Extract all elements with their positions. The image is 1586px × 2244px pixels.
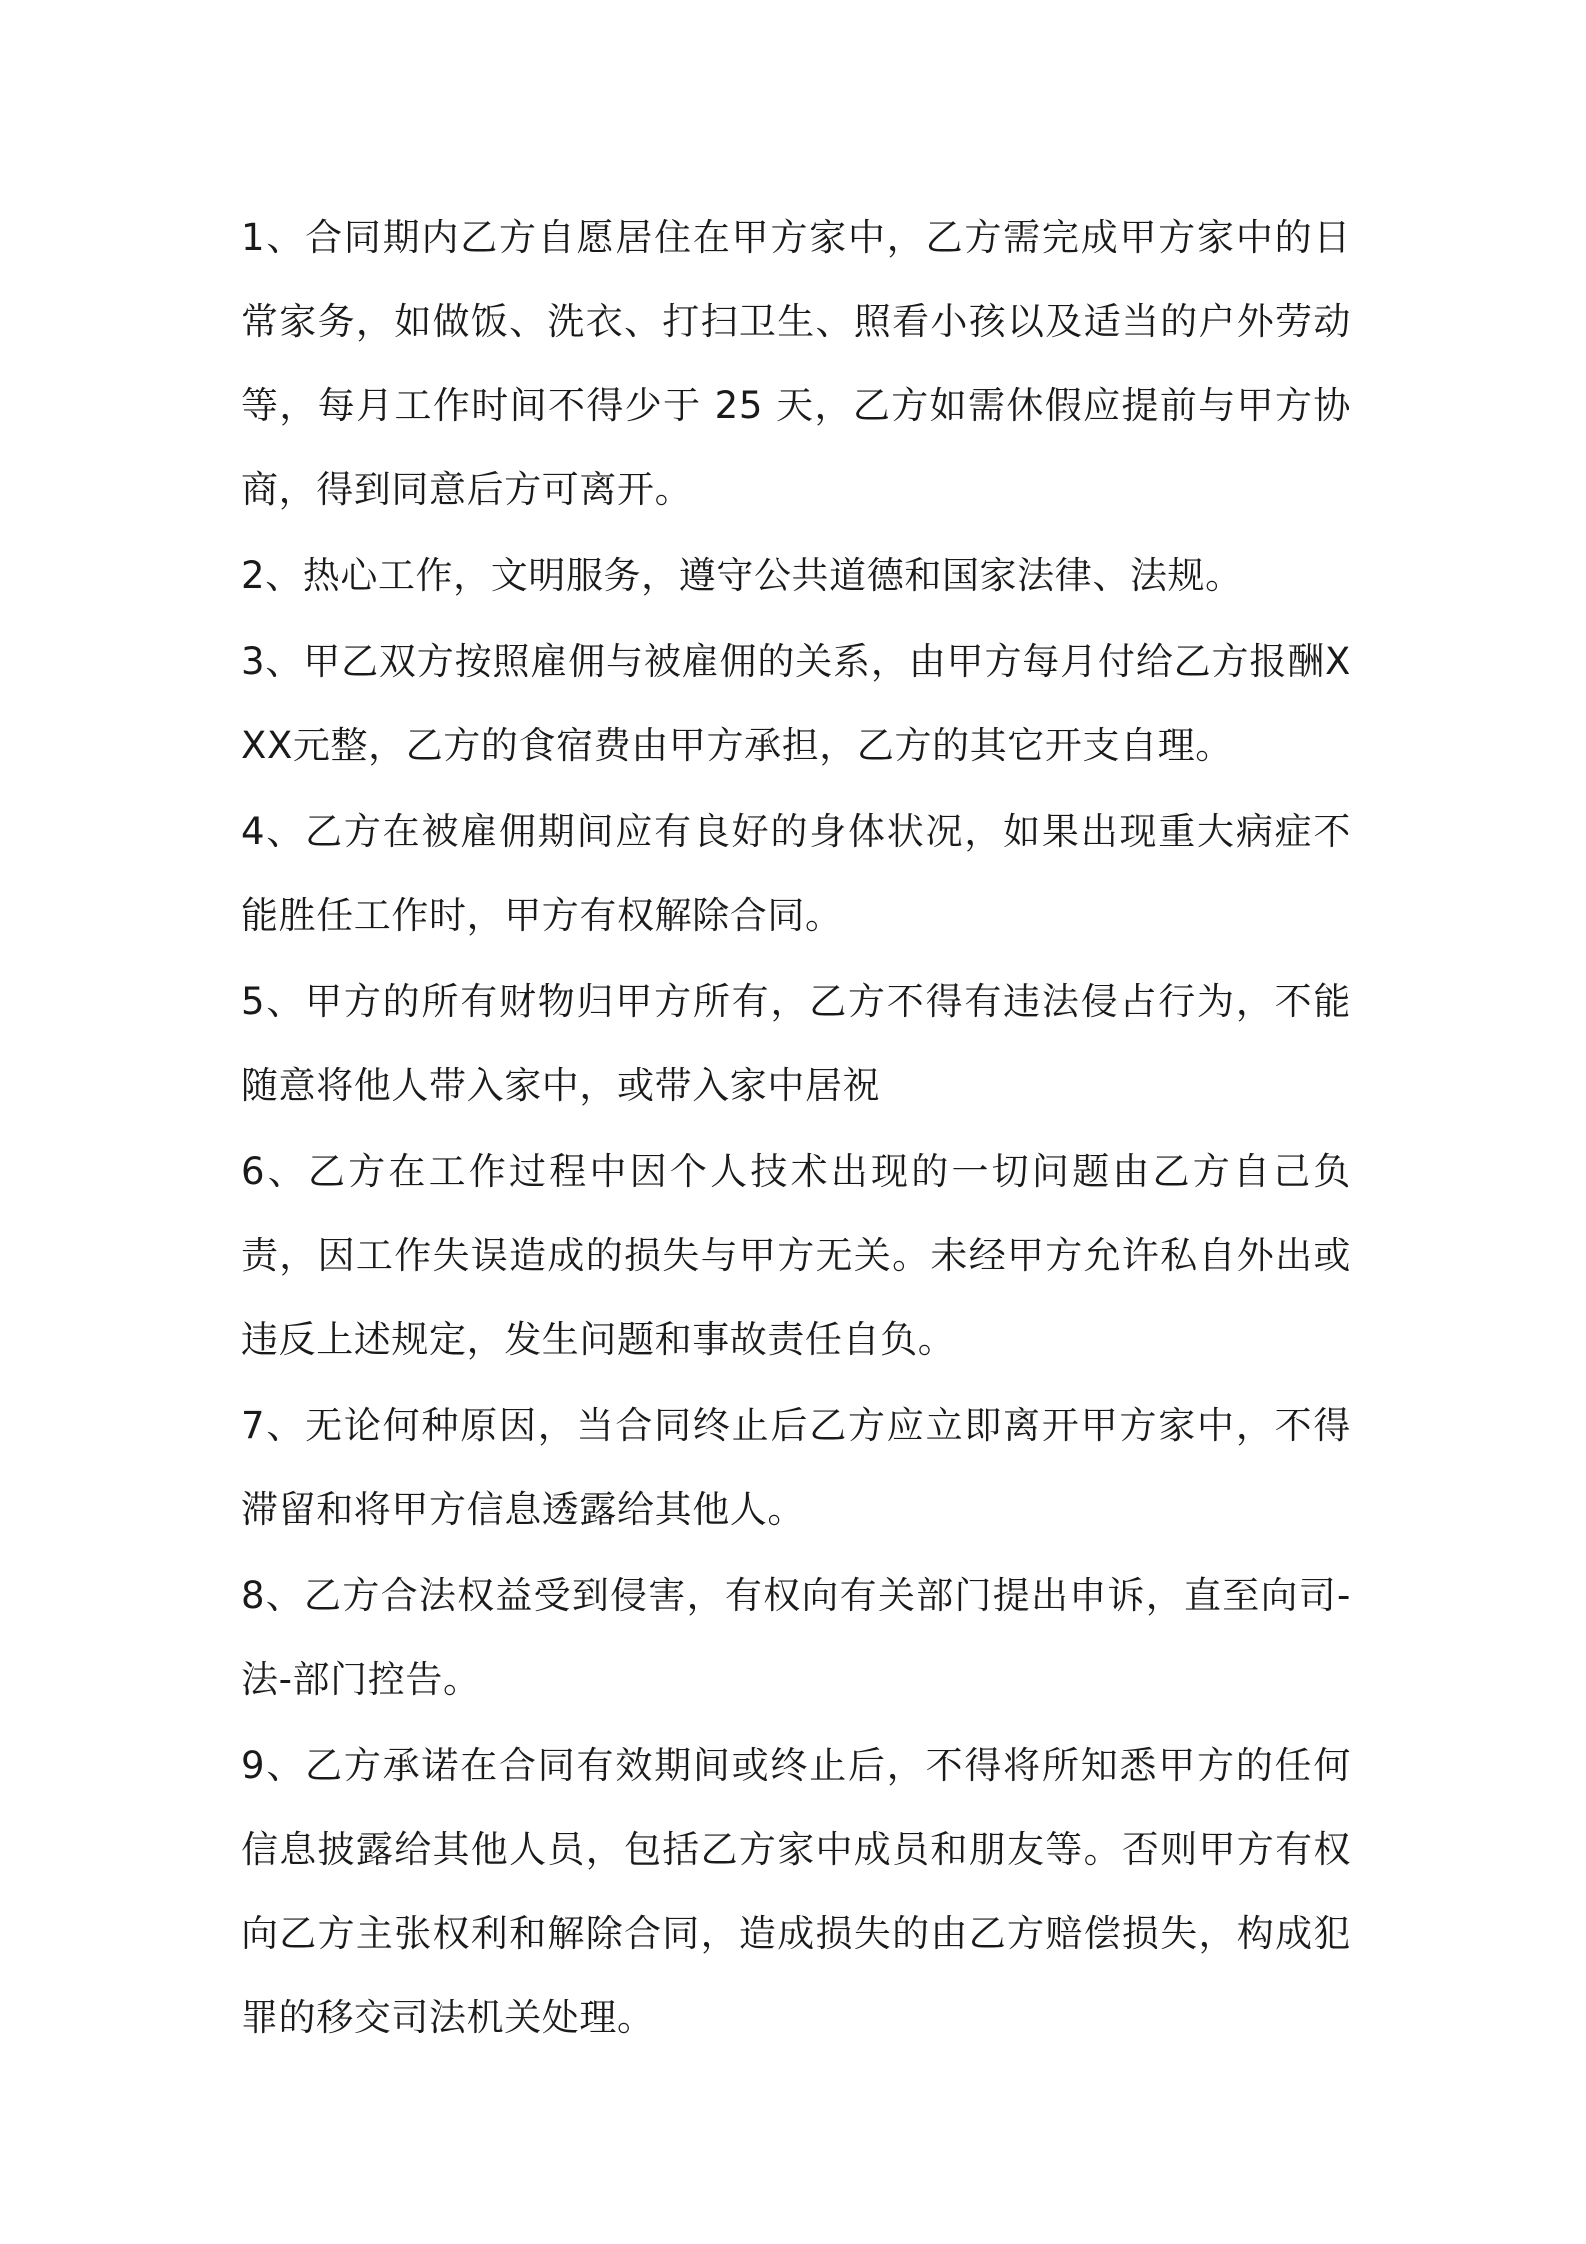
clause-1: 1、合同期内乙方自愿居住在甲方家中，乙方需完成甲方家中的日常家务，如做饭、洗衣、打扫卫生、照看小孩以及适当的户外劳动等，每月工作时间不得少于 25 天，乙方如需休假应提前与甲方协商，得到同意后方可离开。 bbox=[241, 216, 1351, 511]
clause-4: 4、乙方在被雇佣期间应有良好的身体状况，如果出现重大病症不能胜任工作时，甲方有权解除合同。 bbox=[241, 810, 1351, 937]
contract-clauses bbox=[241, 196, 1351, 2062]
clause-3: 3、甲乙双方按照雇佣与被雇佣的关系，由甲方每月付给乙方报酬XXX元整，乙方的食宿费由甲方承担，乙方的其它开支自理。 bbox=[241, 640, 1351, 767]
clause-2: 2、热心工作，文明服务，遵守公共道德和国家法律、法规。 bbox=[241, 554, 1243, 597]
clause-7: 7、无论何种原因，当合同终止后乙方应立即离开甲方家中，不得滞留和将甲方信息透露给其他人。 bbox=[241, 1404, 1351, 1531]
clause-9: 9、乙方承诺在合同有效期间或终止后，不得将所知悉甲方的任何信息披露给其他人员，包括乙方家中成员和朋友等。否则甲方有权向乙方主张权利和解除合同，造成损失的由乙方赔偿损失，构成犯罪的移交司法机关处理。 bbox=[241, 1744, 1351, 2039]
clause-5: 5、甲方的所有财物归甲方所有，乙方不得有违法侵占行为，不能随意将他人带入家中，或带入家中居祝 bbox=[241, 980, 1351, 1107]
clause-8: 8、乙方合法权益受到侵害，有权向有关部门提出申诉，直至向司-法-部门控告。 bbox=[241, 1574, 1351, 1701]
clause-6: 6、乙方在工作过程中因个人技术出现的一切问题由乙方自己负责，因工作失误造成的损失与甲方无关。未经甲方允许私自外出或违反上述规定，发生问题和事故责任自负。 bbox=[241, 1150, 1351, 1361]
